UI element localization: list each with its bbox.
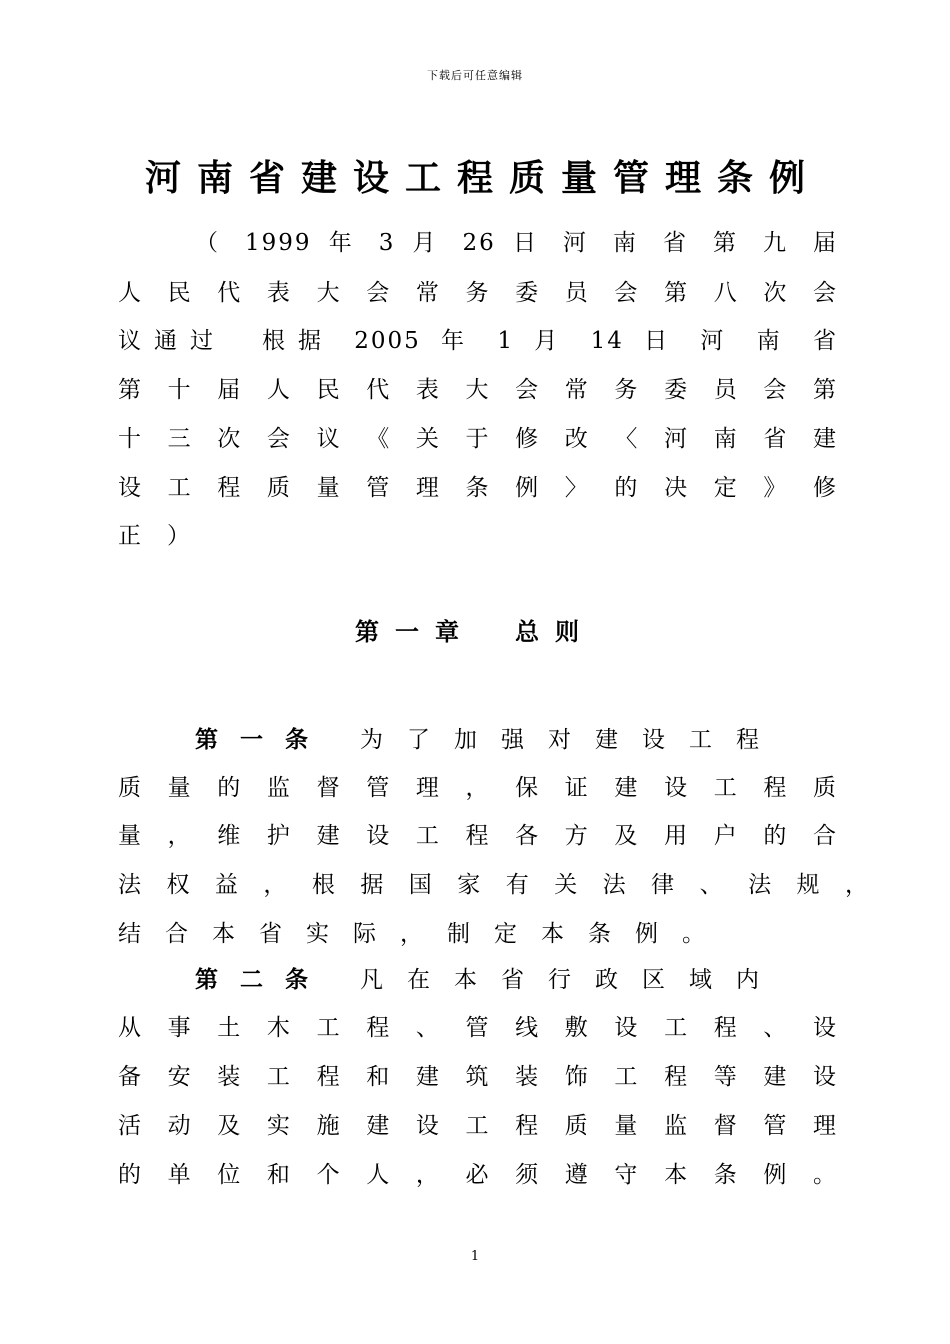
- article-2-line: 活动及实施建设工程质量监督管理: [118, 1113, 838, 1139]
- article-2-line: 备安装工程和建筑装饰工程等建设: [118, 1064, 838, 1090]
- article-1-line: 质量的监督管理，保证建设工程质: [118, 775, 838, 801]
- preamble-line: 设工程质量管理条例〉的决定》修: [118, 475, 838, 501]
- preamble-line: 正）: [118, 523, 216, 549]
- article-1-label: 第一条: [195, 726, 330, 753]
- preamble-line: 第十届人民代表大会常务委员会第: [118, 377, 838, 403]
- page-number: 1: [470, 1249, 480, 1264]
- preamble-line: 议通过 根据 2005 年 1 月 14 日 河 南 省: [118, 328, 838, 354]
- article-1-line: 量，维护建设工程各方及用户的合: [118, 823, 838, 849]
- preamble-line: 人民代表大会常务委员会第八次会: [118, 280, 838, 306]
- chapter-name: 总则: [515, 617, 595, 646]
- chapter-heading: [0, 612, 950, 647]
- preamble-line: 十三次会议《关于修改〈河南省建: [118, 426, 838, 452]
- document-title: 河南省建设工程质量管理条例: [144, 157, 821, 199]
- header-note: 下载后可任意编辑: [427, 69, 523, 82]
- article-2-label: 第二条: [195, 966, 330, 993]
- article-1-text: 为了加强对建设工程: [360, 727, 783, 753]
- article-2-line: 的单位和个人，必须遵守本条例。: [118, 1162, 838, 1188]
- article-2-first-line: [195, 965, 838, 995]
- preamble-line: （ 1999 年 3 月 26 日 河 南 省 第 九 届: [195, 230, 838, 256]
- article-1-line: 结合本省实际，制定本条例。: [118, 921, 729, 947]
- article-1-first-line: [195, 725, 838, 755]
- article-1-line: 法权益，根据国家有关法律、法规，: [118, 872, 870, 898]
- article-2-line: 从事土木工程、管线敷设工程、设: [118, 1015, 838, 1041]
- chapter-number: 第一章: [355, 617, 475, 646]
- article-2-text: 凡在本省行政区域内: [360, 967, 783, 993]
